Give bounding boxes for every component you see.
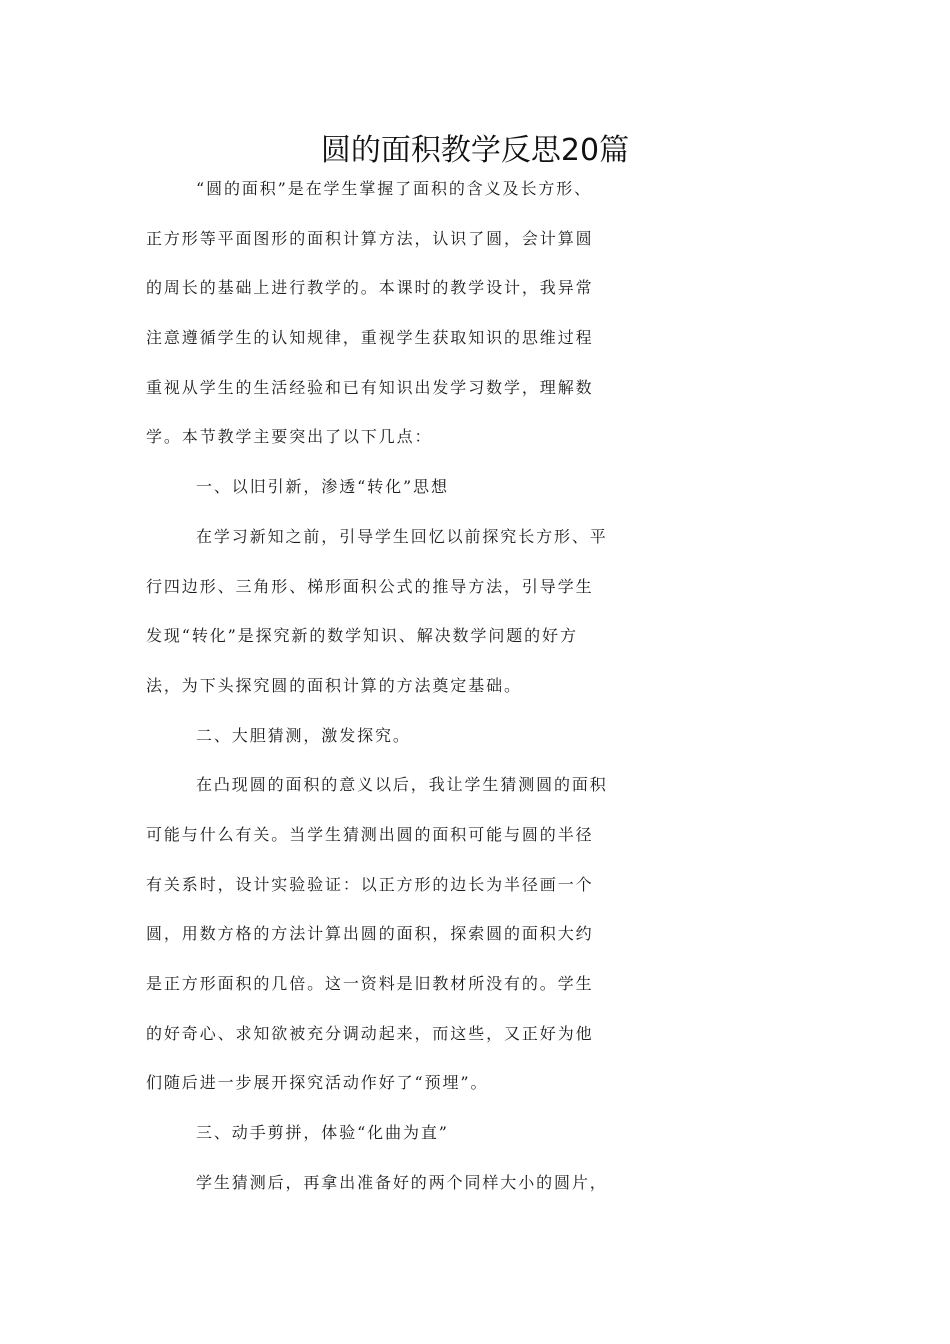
document-body [146,176,810,1219]
text-line: 的周长的基础上进行教学的。本课时的教学设计，我异常 [146,278,594,298]
text-line: 圆，用数方格的方法计算出圆的面积，探索圆的面积大约 [146,924,594,944]
section-heading: 三、动手剪拼，体验“化曲为直” [196,1123,449,1143]
text-line: 们随后进一步展开探究活动作好了“预埋”。 [146,1073,489,1093]
text-line: 注意遵循学生的认知规律，重视学生获取知识的思维过程 [146,328,594,348]
text-line: 在学习新知之前，引导学生回忆以前探究长方形、平 [196,526,608,546]
text-line: 在凸现圆的面积的意义以后，我让学生猜测圆的面积 [196,775,608,795]
text-line: 行四边形、三角形、梯形面积公式的推导方法，引导学生 [146,576,594,596]
text-line: 是正方形面积的几倍。这一资料是旧教材所没有的。学生 [146,974,594,993]
text-line: 学生猜测后，再拿出准备好的两个同样大小的圆片， [196,1172,608,1192]
text-line: 有关系时，设计实验验证：以正方形的边长为半径画一个 [146,874,594,894]
section-heading: 一、以旧引新，渗透“转化”思想 [196,477,449,497]
document-title: 圆的面积教学反思20篇 [320,133,630,168]
text-line: 可能与什么有关。当学生猜测出圆的面积可能与圆的半径 [146,824,594,844]
text-line: 的好奇心、求知欲被充分调动起来，而这些，又正好为他 [146,1023,594,1043]
text-line: 正方形等平面图形的面积计算方法，认识了圆，会计算圆 [146,228,594,248]
text-line: 学。本节教学主要突出了以下几点： [146,427,433,447]
text-line: 发现“转化”是探究新的数学知识、解决数学问题的好方 [146,626,578,646]
section-heading: 二、大胆猜测，激发探究。 [196,725,411,745]
text-line: 重视从学生的生活经验和已有知识出发学习数学，理解数 [146,377,594,397]
text-line: 法，为下头探究圆的面积计算的方法奠定基础。 [146,675,522,695]
text-line: “圆的面积”是在学生掌握了面积的含义及长方形、 [196,179,593,198]
